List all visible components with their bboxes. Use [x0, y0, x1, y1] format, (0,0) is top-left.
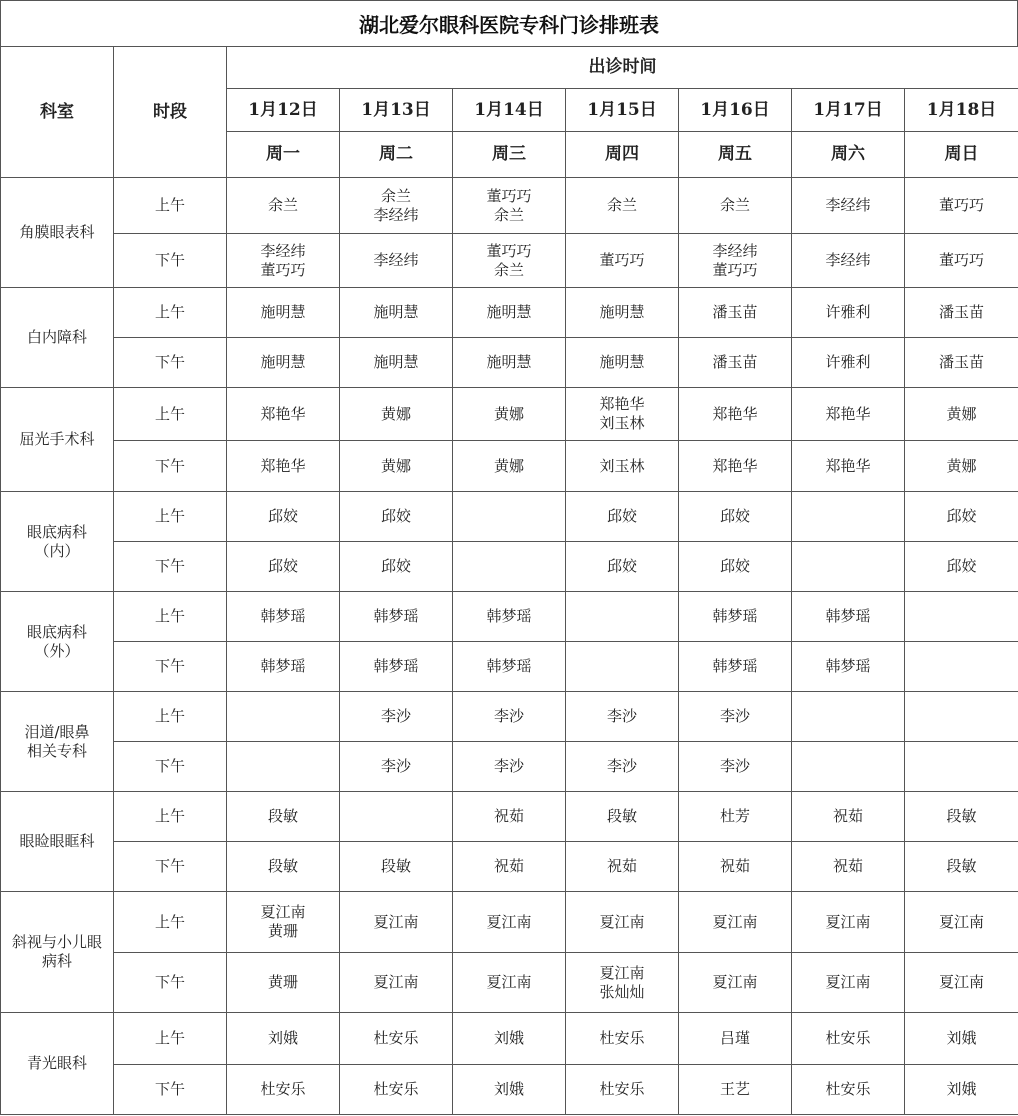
doctor-cell: 祝茹 [566, 842, 679, 892]
doctor-cell: 黄娜 [340, 388, 453, 441]
doctor-cell [792, 492, 905, 542]
doctor-cell: 段敏 [905, 792, 1018, 842]
doctor-cell: 李沙 [453, 692, 566, 742]
doctor-cell: 李经纬 董巧巧 [227, 234, 340, 288]
doctor-cell [792, 692, 905, 742]
doctor-cell: 夏江南 [792, 892, 905, 953]
period-label: 下午 [114, 441, 227, 492]
doctor-cell: 黄娜 [453, 441, 566, 492]
doctor-cell [905, 642, 1018, 692]
doctor-cell: 施明慧 [453, 338, 566, 388]
doctor-cell: 段敏 [227, 792, 340, 842]
department-name: 眼底病科 （外） [1, 592, 114, 692]
period-label: 下午 [114, 742, 227, 792]
doctor-cell: 韩梦瑶 [453, 642, 566, 692]
doctor-cell: 夏江南 [792, 953, 905, 1013]
schedule-table [0, 46, 1018, 1115]
doctor-cell: 祝茹 [792, 842, 905, 892]
header-date: 1月12日 [227, 89, 340, 132]
doctor-cell: 邱姣 [905, 542, 1018, 592]
doctor-cell: 邱姣 [905, 492, 1018, 542]
doctor-cell: 刘娥 [453, 1013, 566, 1065]
doctor-cell: 李经纬 [792, 234, 905, 288]
doctor-cell: 邱姣 [679, 542, 792, 592]
doctor-cell: 潘玉苗 [679, 288, 792, 338]
header-row-visit-time [1, 47, 1018, 89]
doctor-cell: 李沙 [679, 742, 792, 792]
period-label: 上午 [114, 1013, 227, 1065]
doctor-cell: 刘娥 [227, 1013, 340, 1065]
header-date: 1月16日 [679, 89, 792, 132]
doctor-cell [792, 542, 905, 592]
table-row [1, 1013, 1018, 1065]
doctor-cell: 韩梦瑶 [453, 592, 566, 642]
doctor-cell: 邱姣 [566, 492, 679, 542]
period-label: 上午 [114, 388, 227, 441]
doctor-cell: 施明慧 [340, 288, 453, 338]
period-label: 下午 [114, 234, 227, 288]
doctor-cell: 潘玉苗 [679, 338, 792, 388]
doctor-cell: 韩梦瑶 [227, 642, 340, 692]
table-row [1, 542, 1018, 592]
header-date: 1月17日 [792, 89, 905, 132]
header-date: 1月15日 [566, 89, 679, 132]
doctor-cell: 许雅利 [792, 288, 905, 338]
doctor-cell: 韩梦瑶 [227, 592, 340, 642]
table-row [1, 388, 1018, 441]
doctor-cell: 杜安乐 [340, 1065, 453, 1115]
doctor-cell: 郑艳华 [679, 388, 792, 441]
doctor-cell: 施明慧 [340, 338, 453, 388]
doctor-cell: 韩梦瑶 [792, 592, 905, 642]
doctor-cell: 邱姣 [340, 542, 453, 592]
period-label: 上午 [114, 178, 227, 234]
doctor-cell: 董巧巧 余兰 [453, 178, 566, 234]
doctor-cell: 黄娜 [453, 388, 566, 441]
doctor-cell [905, 692, 1018, 742]
doctor-cell: 黄娜 [905, 441, 1018, 492]
doctor-cell: 夏江南 [679, 953, 792, 1013]
table-row [1, 178, 1018, 234]
doctor-cell: 夏江南 [453, 953, 566, 1013]
doctor-cell: 邱姣 [227, 542, 340, 592]
table-row [1, 792, 1018, 842]
table-row [1, 234, 1018, 288]
doctor-cell: 杜安乐 [566, 1065, 679, 1115]
period-label: 上午 [114, 792, 227, 842]
doctor-cell: 邱姣 [566, 542, 679, 592]
doctor-cell: 夏江南 [679, 892, 792, 953]
doctor-cell: 夏江南 [566, 892, 679, 953]
doctor-cell: 刘娥 [905, 1065, 1018, 1115]
header-weekday: 周四 [566, 132, 679, 178]
doctor-cell: 郑艳华 [679, 441, 792, 492]
doctor-cell: 余兰 李经纬 [340, 178, 453, 234]
doctor-cell: 董巧巧 [566, 234, 679, 288]
department-name: 白内障科 [1, 288, 114, 388]
doctor-cell: 郑艳华 [792, 441, 905, 492]
doctor-cell: 祝茹 [679, 842, 792, 892]
table-row [1, 492, 1018, 542]
table-row [1, 842, 1018, 892]
doctor-cell: 邱姣 [340, 492, 453, 542]
doctor-cell: 施明慧 [227, 338, 340, 388]
doctor-cell: 郑艳华 刘玉林 [566, 388, 679, 441]
doctor-cell: 王艺 [679, 1065, 792, 1115]
doctor-cell: 黄娜 [340, 441, 453, 492]
doctor-cell: 李沙 [340, 692, 453, 742]
doctor-cell: 刘娥 [453, 1065, 566, 1115]
doctor-cell: 祝茹 [453, 792, 566, 842]
doctor-cell: 余兰 [227, 178, 340, 234]
doctor-cell: 夏江南 [340, 892, 453, 953]
doctor-cell: 夏江南 张灿灿 [566, 953, 679, 1013]
doctor-cell: 董巧巧 [905, 178, 1018, 234]
doctor-cell: 董巧巧 [905, 234, 1018, 288]
header-weekday: 周二 [340, 132, 453, 178]
department-name: 泪道/眼鼻 相关专科 [1, 692, 114, 792]
doctor-cell: 杜安乐 [566, 1013, 679, 1065]
department-name: 眼睑眼眶科 [1, 792, 114, 892]
header-visit-time: 出诊时间 [227, 47, 1018, 89]
doctor-cell: 董巧巧 余兰 [453, 234, 566, 288]
doctor-cell: 韩梦瑶 [679, 642, 792, 692]
doctor-cell [566, 642, 679, 692]
doctor-cell: 潘玉苗 [905, 288, 1018, 338]
doctor-cell: 郑艳华 [792, 388, 905, 441]
department-name: 角膜眼表科 [1, 178, 114, 288]
doctor-cell: 杜芳 [679, 792, 792, 842]
doctor-cell [905, 592, 1018, 642]
page-title: 湖北爱尔眼科医院专科门诊排班表 [0, 0, 1018, 46]
period-label: 下午 [114, 338, 227, 388]
table-row [1, 742, 1018, 792]
doctor-cell: 夏江南 [453, 892, 566, 953]
doctor-cell: 杜安乐 [340, 1013, 453, 1065]
header-date: 1月13日 [340, 89, 453, 132]
doctor-cell: 李沙 [566, 692, 679, 742]
doctor-cell: 段敏 [905, 842, 1018, 892]
doctor-cell: 段敏 [340, 842, 453, 892]
doctor-cell [453, 542, 566, 592]
doctor-cell: 许雅利 [792, 338, 905, 388]
header-dept: 科室 [1, 47, 114, 178]
doctor-cell: 李沙 [340, 742, 453, 792]
doctor-cell: 李经纬 [792, 178, 905, 234]
doctor-cell: 郑艳华 [227, 388, 340, 441]
doctor-cell: 李经纬 [340, 234, 453, 288]
doctor-cell [566, 592, 679, 642]
doctor-cell: 杜安乐 [792, 1065, 905, 1115]
doctor-cell: 李沙 [679, 692, 792, 742]
doctor-cell: 施明慧 [227, 288, 340, 338]
table-row [1, 692, 1018, 742]
period-label: 上午 [114, 892, 227, 953]
doctor-cell [227, 692, 340, 742]
table-row [1, 892, 1018, 953]
header-weekday: 周一 [227, 132, 340, 178]
doctor-cell: 李经纬 董巧巧 [679, 234, 792, 288]
doctor-cell: 刘玉林 [566, 441, 679, 492]
department-name: 屈光手术科 [1, 388, 114, 492]
doctor-cell: 杜安乐 [227, 1065, 340, 1115]
period-label: 下午 [114, 953, 227, 1013]
doctor-cell [227, 742, 340, 792]
table-row [1, 592, 1018, 642]
period-label: 上午 [114, 288, 227, 338]
department-name: 眼底病科 （内） [1, 492, 114, 592]
doctor-cell: 韩梦瑶 [340, 592, 453, 642]
doctor-cell [340, 792, 453, 842]
doctor-cell: 段敏 [566, 792, 679, 842]
doctor-cell: 祝茹 [792, 792, 905, 842]
doctor-cell: 夏江南 [905, 892, 1018, 953]
doctor-cell: 夏江南 [340, 953, 453, 1013]
doctor-cell: 邱姣 [679, 492, 792, 542]
table-row [1, 288, 1018, 338]
department-name: 青光眼科 [1, 1013, 114, 1115]
doctor-cell [453, 492, 566, 542]
doctor-cell: 施明慧 [453, 288, 566, 338]
doctor-cell: 施明慧 [566, 338, 679, 388]
period-label: 下午 [114, 642, 227, 692]
table-row [1, 953, 1018, 1013]
doctor-cell: 夏江南 [905, 953, 1018, 1013]
doctor-cell: 潘玉苗 [905, 338, 1018, 388]
header-date: 1月14日 [453, 89, 566, 132]
header-period: 时段 [114, 47, 227, 178]
table-row [1, 642, 1018, 692]
doctor-cell [792, 742, 905, 792]
header-date: 1月18日 [905, 89, 1018, 132]
period-label: 上午 [114, 592, 227, 642]
doctor-cell: 郑艳华 [227, 441, 340, 492]
table-row [1, 338, 1018, 388]
doctor-cell: 余兰 [566, 178, 679, 234]
doctor-cell: 李沙 [566, 742, 679, 792]
doctor-cell: 段敏 [227, 842, 340, 892]
period-label: 上午 [114, 492, 227, 542]
doctor-cell: 韩梦瑶 [340, 642, 453, 692]
doctor-cell: 吕瑾 [679, 1013, 792, 1065]
doctor-cell: 夏江南 黄珊 [227, 892, 340, 953]
table-row [1, 441, 1018, 492]
header-weekday: 周三 [453, 132, 566, 178]
doctor-cell: 施明慧 [566, 288, 679, 338]
doctor-cell: 祝茹 [453, 842, 566, 892]
doctor-cell: 刘娥 [905, 1013, 1018, 1065]
doctor-cell: 韩梦瑶 [792, 642, 905, 692]
doctor-cell [905, 742, 1018, 792]
doctor-cell: 杜安乐 [792, 1013, 905, 1065]
period-label: 下午 [114, 542, 227, 592]
period-label: 上午 [114, 692, 227, 742]
doctor-cell: 邱姣 [227, 492, 340, 542]
table-row [1, 1065, 1018, 1115]
doctor-cell: 黄珊 [227, 953, 340, 1013]
doctor-cell: 余兰 [679, 178, 792, 234]
header-weekday: 周五 [679, 132, 792, 178]
header-weekday: 周日 [905, 132, 1018, 178]
doctor-cell: 黄娜 [905, 388, 1018, 441]
doctor-cell: 李沙 [453, 742, 566, 792]
period-label: 下午 [114, 1065, 227, 1115]
period-label: 下午 [114, 842, 227, 892]
department-name: 斜视与小儿眼 病科 [1, 892, 114, 1013]
doctor-cell: 韩梦瑶 [679, 592, 792, 642]
header-weekday: 周六 [792, 132, 905, 178]
